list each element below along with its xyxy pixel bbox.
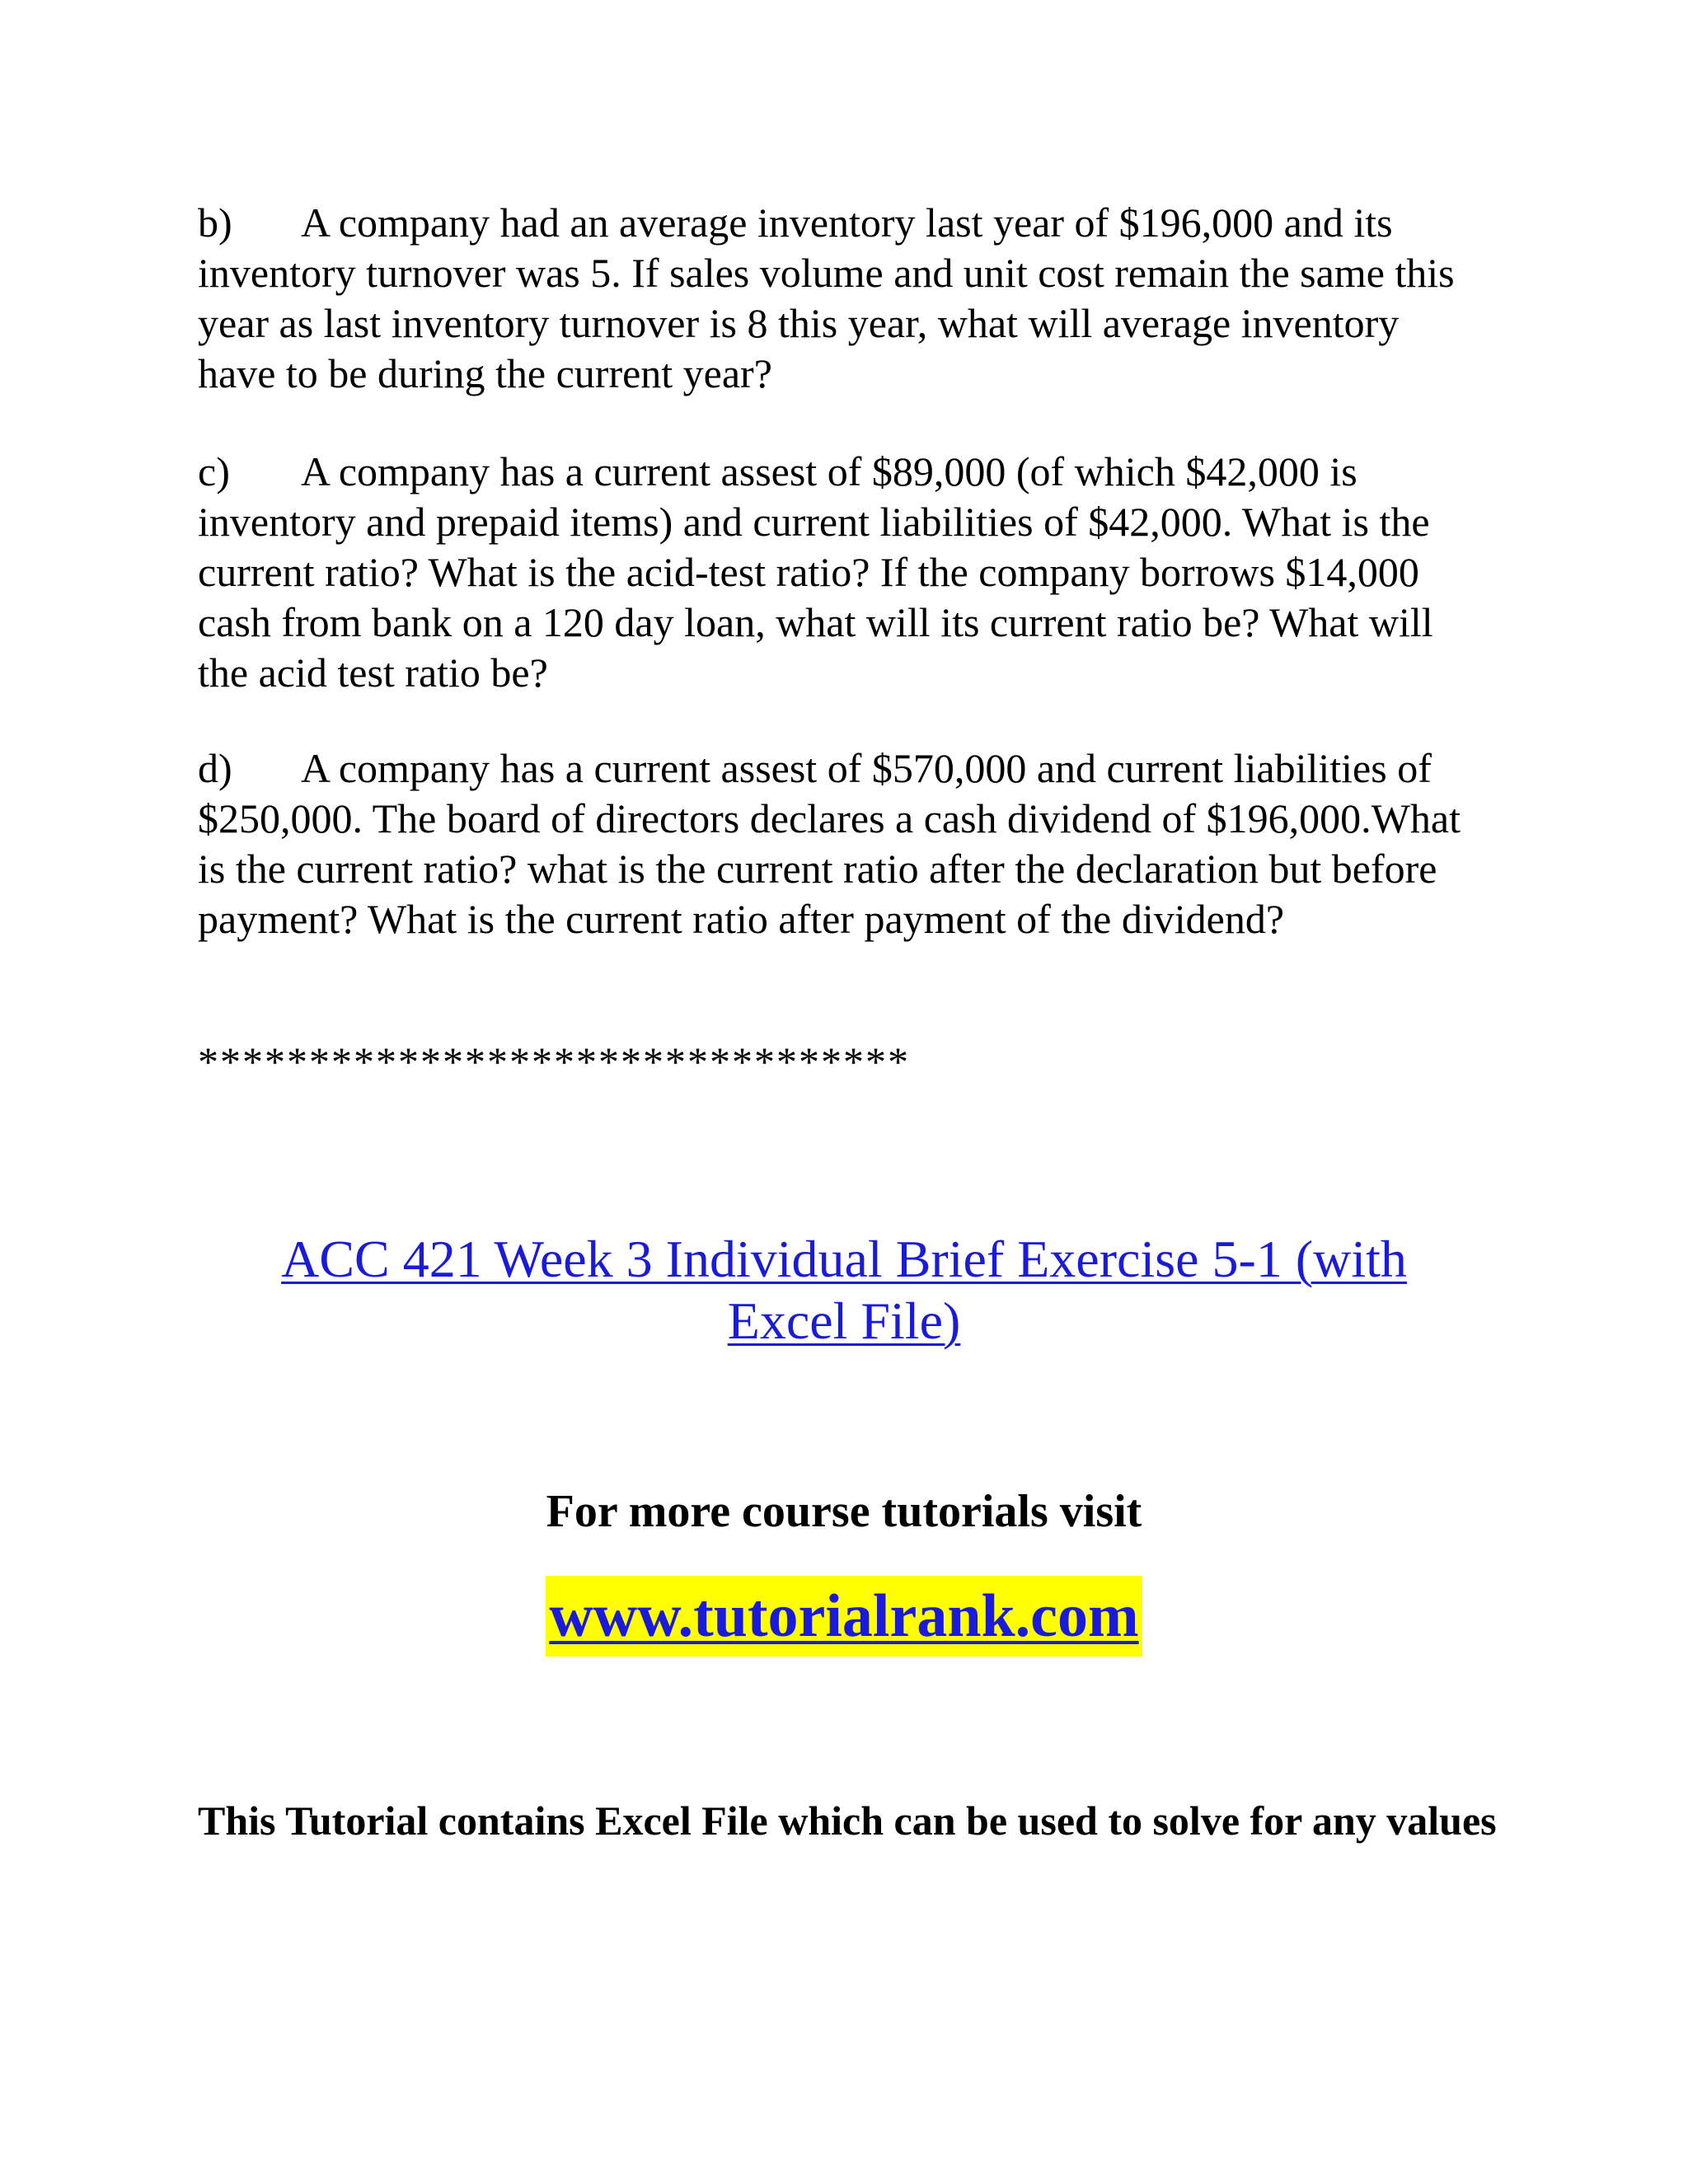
question-marker: b) [198,199,232,246]
visit-heading: For more course tutorials visit [546,1486,1142,1537]
tutorial-link-block [0,1228,1688,1352]
excel-note: This Tutorial contains Excel File which can be used to solve for any values [198,1797,1497,1844]
question-d [198,743,1484,944]
tutorial-link[interactable] [281,1230,1407,1350]
question-text: A company has a current assest of $89,000 (of which $42,000 is inventory and prepaid items) and current liabilities of $42,000. What is the current ratio? What is the acid-test ratio? If the company borrows $14,000 cash from bank on a 120 day loan, what will its current ratio be? What will the acid test ratio be? [198,448,1433,696]
question-text: A company has a current assest of $570,000 and current liabilities of $250,000. The board of directors declares a cash dividend of $196,000.What is the current ratio? what is the current ratio after the declaration but before payment? What is the current ratio after payment of the dividend? [198,745,1461,942]
site-link-highlight [546,1576,1142,1657]
site-link[interactable]: www.tutorialrank.com [549,1582,1139,1650]
question-marker: c) [198,448,230,494]
asterisk-separator: ******************************** [198,1038,910,1085]
tutorial-link-line2: Excel File) [727,1291,961,1350]
question-c [198,447,1484,698]
site-link-block [0,1576,1688,1657]
question-marker: d) [198,745,232,791]
tutorial-link-line1: ACC 421 Week 3 Individual Brief Exercise 5-1 (with [281,1230,1407,1288]
question-b [198,198,1484,399]
question-text: A company had an average inventory last year of $196,000 and its inventory turnover was 5. If sales volume and unit cost remain the same this year as last inventory turnover is 8 this year, what will average inventory have to be during the current year? [198,199,1455,396]
